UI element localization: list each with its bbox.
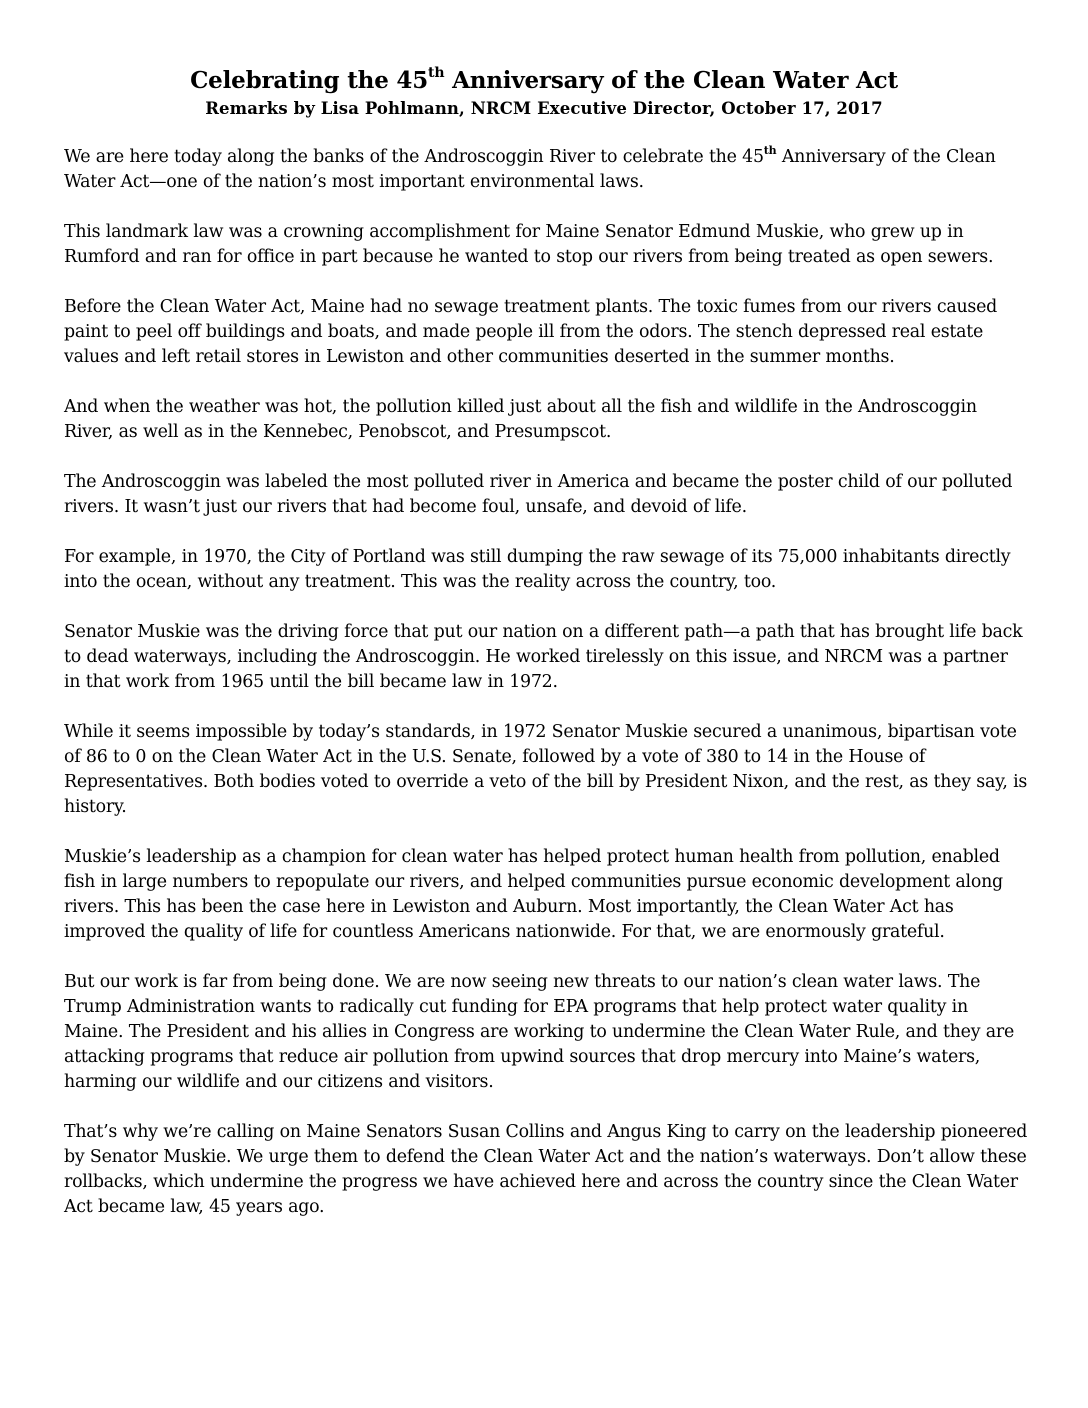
paragraph-4: And when the weather was hot, the pollution killed just about all the fish and wildlife in the Androscoggin River, as well as in the Kennebec, Penobscot, and Presumpscot. [64, 397, 977, 442]
paragraph-2: This landmark law was a crowning accomplishment for Maine Senator Edmund Muskie, who grew up in Rumford and ran for office in part because he wanted to stop our rivers from being treated as open sewers. [64, 222, 994, 267]
paragraph-5: The Androscoggin was labeled the most polluted river in America and became the poster child of our polluted rivers. It wasn’t just our rivers that had become foul, unsafe, and devoid of life. [64, 472, 1013, 517]
paragraph-7: Senator Muskie was the driving force that put our nation on a different path—a path that has brought life back to dead waterways, including the Androscoggin. He worked tirelessly on this issue, and NRCM was a partner in that work from 1965 until the bill became law in 1972. [64, 622, 1023, 692]
paragraph-1 [64, 145, 1029, 195]
document-title [0, 66, 1088, 96]
title-text-start: Celebrating the 45 [190, 67, 429, 94]
header [0, 66, 1088, 122]
paragraph-1-start: We are here today along the banks of the Androscoggin River to celebrate the 45 [64, 147, 764, 167]
paragraph-1-end: Anniversary of the Clean Water Act—one of the nation’s most important environmental laws. [64, 147, 996, 192]
document-subtitle: Remarks by Lisa Pohlmann, NRCM Executive Director, October 17, 2017 [205, 99, 883, 118]
paragraph-9: Muskie’s leadership as a champion for clean water has helped protect human health from pollution, enabled fish in large numbers to repopulate our rivers, and helped communities pursue economic development along rivers. This has been the case here in Lewiston and Auburn. Most importantly, the Clean Water Act has improved the quality of life for countless Americans nationwide. For that, we are enormously grateful. [64, 847, 1003, 942]
paragraph-3: Before the Clean Water Act, Maine had no sewage treatment plants. The toxic fumes from our rivers caused paint to peel off buildings and boats, and made people ill from the odors. The stench depressed real estate values and left retail stores in Lewiston and other communities deserted in the summer months. [64, 297, 998, 367]
paragraph-8: While it seems impossible by today’s standards, in 1972 Senator Muskie secured a unanimous, bipartisan vote of 86 to 0 on the Clean Water Act in the U.S. Senate, followed by a vote of 380 to 14 in the House of Representatives. Both bodies voted to override a veto of the bill by President Nixon, and the rest, as they say, is history. [64, 722, 1028, 817]
title-text-end: Anniversary of the Clean Water Act [444, 67, 898, 94]
paragraph-1-ordinal-suffix: th [763, 144, 777, 158]
paragraph-11: That’s why we’re calling on Maine Senators Susan Collins and Angus King to carry on the leadership pioneered by Senator Muskie. We urge them to defend the Clean Water Act and the nation’s waterways. Don’t allow these rollbacks, which undermine the progress we have achieved here and across the country since the Clean Water Act became law, 45 years ago. [64, 1122, 1028, 1217]
document-body [64, 145, 1029, 1245]
title-ordinal-suffix: th [428, 65, 445, 82]
paragraph-10: But our work is far from being done. We are now seeing new threats to our nation’s clean water laws. The Trump Administration wants to radically cut funding for EPA programs that help protect water quality in Maine. The President and his allies in Congress are working to undermine the Clean Water Rule, and they are attacking programs that reduce air pollution from upwind sources that drop mercury into Maine’s waters, harming our wildlife and our citizens and visitors. [64, 972, 1014, 1092]
paragraph-6: For example, in 1970, the City of Portland was still dumping the raw sewage of its 75,000 inhabitants directly into the ocean, without any treatment. This was the reality across the country, too. [64, 547, 1011, 592]
